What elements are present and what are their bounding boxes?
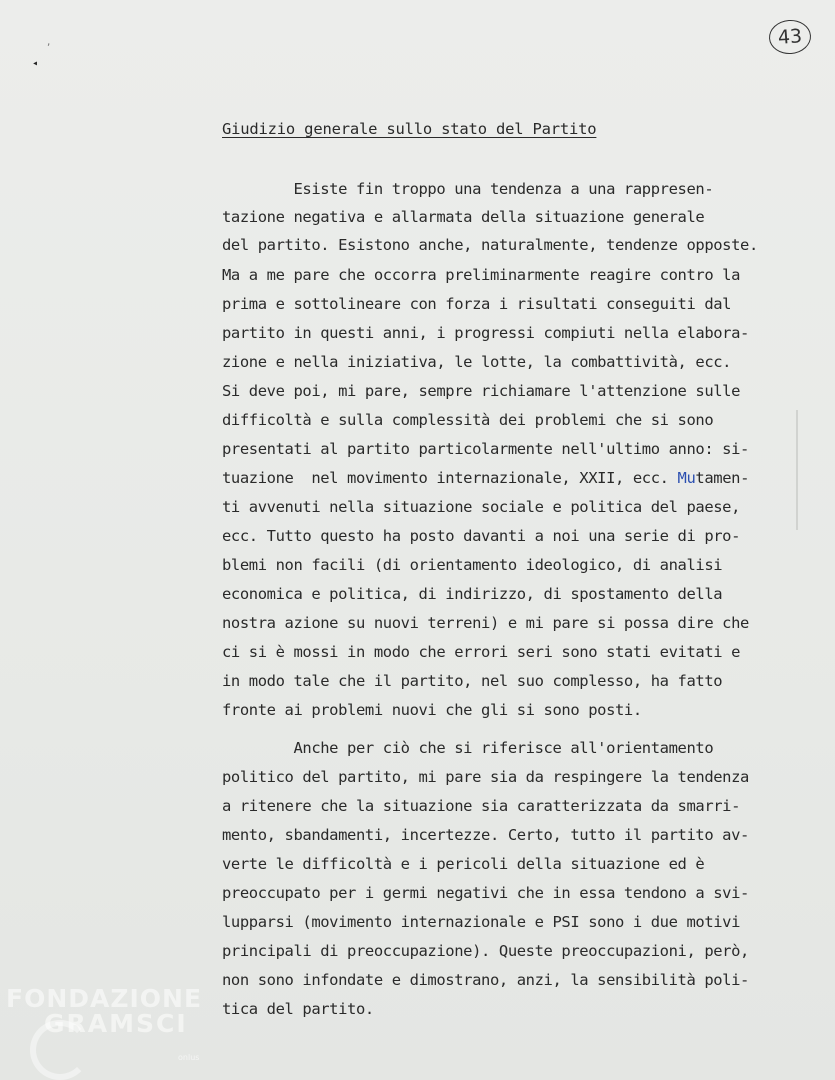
text-line: tica del partito. <box>222 1000 374 1018</box>
text-line: ci si è mossi in modo che errori seri sono stati evitati e <box>222 643 741 661</box>
text-line: non sono infondate e dimostrano, anzi, la sensibilità poli- <box>222 971 749 989</box>
margin-mark: ◂ <box>32 58 39 69</box>
margin-mark: , <box>46 38 52 48</box>
text-line: verte le difficoltà e i pericoli della situazione ed è <box>222 855 705 873</box>
ink-correction: Mu <box>677 469 696 487</box>
pencil-margin-line <box>796 410 798 530</box>
text-line: Ma a me pare che occorra preliminarmente reagire contro la <box>222 266 741 284</box>
text-line: zione e nella iniziativa, le lotte, la combattività, ecc. <box>222 353 732 371</box>
text-line: Anche per ciò che si riferisce all'orientamento <box>222 739 714 757</box>
text-line-part: tamen- <box>695 469 749 487</box>
text-line: fronte ai problemi nuovi che gli si sono posti. <box>222 701 642 719</box>
text-line: Esiste fin troppo una tendenza a una rappresen- <box>222 180 714 198</box>
watermark-line1: FONDAZIONE <box>6 984 203 1013</box>
text-line: politico del partito, mi pare sia da respingere la tendenza <box>222 768 749 786</box>
text-line: prima e sottolineare con forza i risultati conseguiti dal <box>222 295 732 313</box>
text-line: economica e politica, di indirizzo, di spostamento della <box>222 585 723 603</box>
text-line: mento, sbandamenti, incertezze. Certo, tutto il partito av- <box>222 826 749 844</box>
text-line: principali di preoccupazione). Queste preoccupazioni, però, <box>222 942 749 960</box>
text-line: tazione negativa e allarmata della situazione generale <box>222 208 705 226</box>
text-line: lupparsi (movimento internazionale e PSI sono i due motivi <box>222 913 741 931</box>
document-title: Giudizio generale sullo stato del Partito <box>222 120 597 138</box>
text-line: difficoltà e sulla complessità dei problemi che si sono <box>222 411 714 429</box>
text-line: preoccupato per i germi negativi che in essa tendono a svi- <box>222 884 749 902</box>
watermark-sub: onlus <box>178 1053 200 1062</box>
text-line: nostra azione su nuovi terreni) e mi pare si possa dire che <box>222 614 749 632</box>
text-line: partito in questi anni, i progressi compiuti nella elabora- <box>222 324 749 342</box>
text-line: ecc. Tutto questo ha posto davanti a noi una serie di pro- <box>222 527 741 545</box>
text-line <box>222 469 749 487</box>
text-line: in modo tale che il partito, nel suo complesso, ha fatto <box>222 672 723 690</box>
text-line: a ritenere che la situazione sia caratterizzata da smarri- <box>222 797 741 815</box>
watermark <box>6 986 202 1036</box>
text-line-part: tuazione nel movimento internazionale, XXII, ecc. <box>222 469 678 487</box>
watermark-line2: GRAMSCI <box>44 1009 188 1038</box>
text-line: presentati al partito particolarmente nell'ultimo anno: si- <box>222 440 749 458</box>
text-line: ti avvenuti nella situazione sociale e politica del paese, <box>222 498 741 516</box>
page-number-circled: 43 <box>768 19 812 56</box>
text-line: blemi non facili (di orientamento ideologico, di analisi <box>222 556 723 574</box>
text-line: Si deve poi, mi pare, sempre richiamare l'attenzione sulle <box>222 382 741 400</box>
text-line: del partito. Esistono anche, naturalmente, tendenze opposte. <box>222 236 758 254</box>
